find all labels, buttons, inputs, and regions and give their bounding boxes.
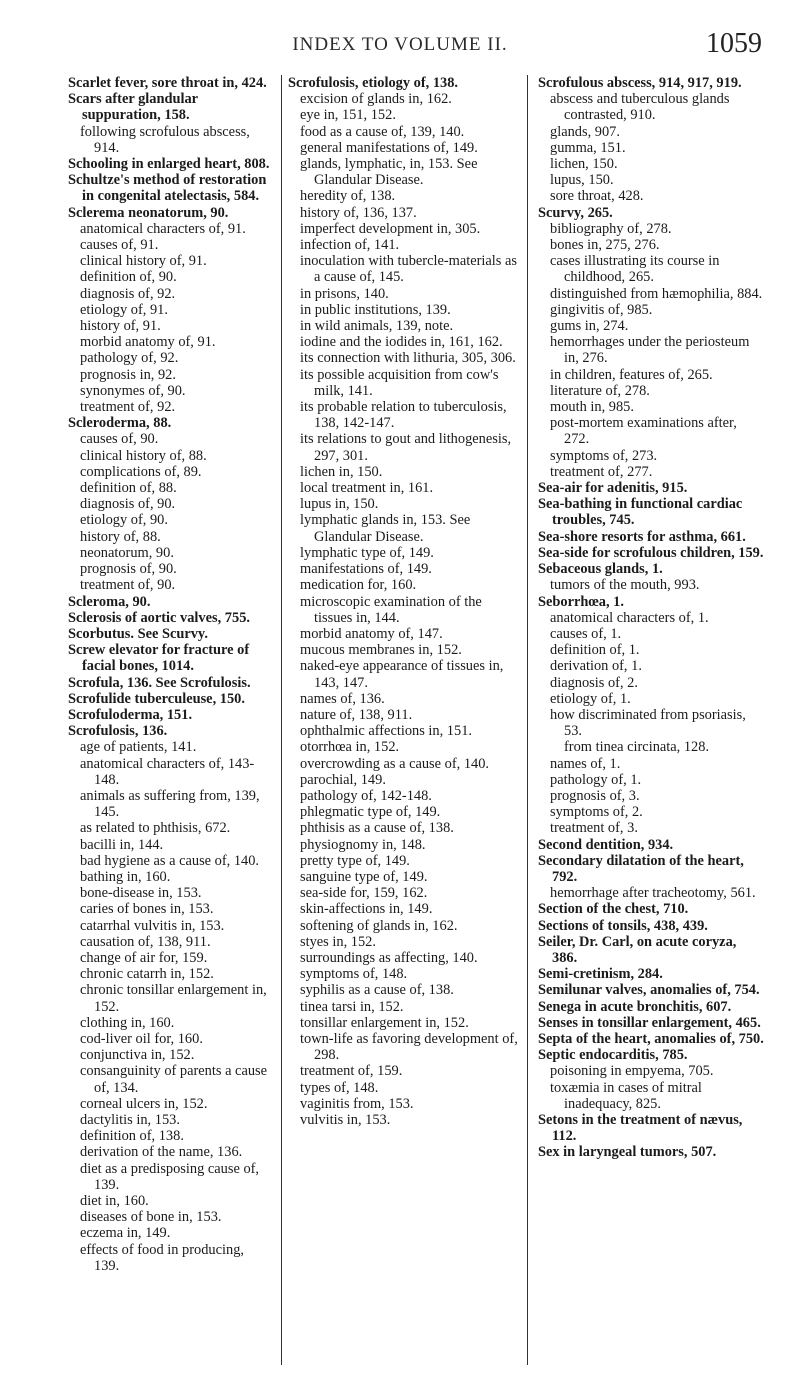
index-subentry: complications of, 89. <box>80 463 202 480</box>
index-heading: Scorbutus. See Scurvy. <box>68 625 208 642</box>
index-subentry: history of, 88. <box>80 528 161 545</box>
index-subentry: literature of, 278. <box>550 382 650 399</box>
index-subentry: its relations to gout and lithogenesis, 297, 301. <box>300 431 512 464</box>
index-subentry: how discriminated from psoriasis, 53. <box>550 706 746 740</box>
index-subentry: chronic catarrh in, 152. <box>80 966 214 983</box>
index-subentry: pathology of, 142-148. <box>300 787 432 804</box>
index-subentry: treatment of, 3. <box>550 820 638 837</box>
index-subentry: lichen, 150. <box>550 156 618 173</box>
index-subentry: definition of, 138. <box>80 1128 184 1145</box>
index-subentry: etiology of, 1. <box>550 690 631 707</box>
index-heading: Schultze's method of restoration in congenital atelectasis, 584. <box>68 172 267 205</box>
index-subentry: otorrhœa in, 152. <box>300 739 400 756</box>
index-subentry: bibliography of, 278. <box>550 220 672 237</box>
index-subentry: toxæmia in cases of mitral inadequacy, 825. <box>550 1079 702 1112</box>
index-subentry: distinguished from hæmophilia, 884. <box>550 285 763 302</box>
index-heading: Semi-cretinism, 284. <box>538 966 663 983</box>
index-subentry: lupus in, 150. <box>300 496 379 513</box>
running-title: INDEX TO VOLUME II. <box>292 34 508 55</box>
column-divider <box>281 75 282 1365</box>
index-subentry: symptoms of, 273. <box>550 447 658 464</box>
index-subentry: sore throat, 428. <box>550 188 644 205</box>
index-heading: Scurvy, 265. <box>538 204 613 221</box>
index-subentry: styes in, 152. <box>300 933 376 950</box>
index-subentry: diet in, 160. <box>80 1193 149 1210</box>
index-subentry: surroundings as affecting, 140. <box>300 949 478 966</box>
index-subentry: medication for, 160. <box>300 577 417 594</box>
index-subentry: local treatment in, 161. <box>300 480 434 497</box>
index-subentry: symptoms of, 2. <box>550 804 643 821</box>
index-subentry: diseases of bone in, 153. <box>80 1209 222 1226</box>
index-subentry: morbid anatomy of, 147. <box>300 625 443 642</box>
index-subentry: as related to phthisis, 672. <box>80 820 231 837</box>
index-subentry: derivation of the name, 136. <box>80 1144 243 1161</box>
index-heading: Seborrhœa, 1. <box>538 593 624 610</box>
index-heading: Semilunar valves, anomalies of, 754. <box>538 982 760 999</box>
index-subentry: manifestations of, 149. <box>300 561 432 578</box>
index-subentry: prognosis of, 90. <box>80 561 177 578</box>
index-subentry: clinical history of, 91. <box>80 253 207 270</box>
index-subentry: pathology of, 1. <box>550 771 642 788</box>
index-subentry: treatment of, 92. <box>80 399 176 416</box>
index-subentry: diagnosis of, 92. <box>80 285 176 302</box>
index-subentry: its connection with lithuria, 305, 306. <box>300 350 516 367</box>
index-subentry: parochial, 149. <box>300 771 386 788</box>
index-subentry: food as a cause of, 139, 140. <box>300 123 465 140</box>
index-subentry: animals as suffering from, 139, 145. <box>80 787 260 821</box>
index-subentry: treatment of, 277. <box>550 463 653 480</box>
index-subentry: cod-liver oil for, 160. <box>80 1030 203 1047</box>
index-subentry: prognosis of, 3. <box>550 787 640 804</box>
index-heading: Scleroderma, 88. <box>68 415 172 432</box>
index-column-1 <box>68 75 272 1365</box>
index-subentry: definition of, 1. <box>550 642 640 659</box>
index-heading: Septic endocarditis, 785. <box>538 1047 688 1064</box>
index-subentry: lupus, 150. <box>550 172 614 189</box>
index-subentry: types of, 148. <box>300 1079 379 1096</box>
index-subentry: general manifestations of, 149. <box>300 139 478 156</box>
index-subentry: poisoning in empyema, 705. <box>550 1063 714 1080</box>
index-subentry: hemorrhages under the periosteum in, 276. <box>550 334 750 367</box>
index-heading: Section of the chest, 710. <box>538 901 689 918</box>
index-subentry: derivation of, 1. <box>550 658 642 675</box>
index-subentry: skin-affections in, 149. <box>300 901 433 918</box>
index-heading: Sclerosis of aortic valves, 755. <box>68 609 250 626</box>
index-subentry: conjunctiva in, 152. <box>80 1047 195 1064</box>
index-subentry: nature of, 138, 911. <box>300 706 413 723</box>
index-heading: Scrofulide tuberculeuse, 150. <box>68 690 245 707</box>
index-subentry: physiognomy in, 148. <box>300 836 426 853</box>
index-subentry: causes of, 91. <box>80 237 159 254</box>
page-header <box>0 20 800 60</box>
index-subentry: softening of glands in, 162. <box>300 917 458 934</box>
index-subentry: anatomical characters of, 143-148. <box>80 755 255 788</box>
index-heading: Senses in tonsillar enlargement, 465. <box>538 1014 761 1031</box>
index-subentry: mouth in, 985. <box>550 399 634 416</box>
index-subentry: from tinea circinata, 128. <box>564 739 710 756</box>
index-subentry: history of, 91. <box>80 318 161 335</box>
index-subentry: dactylitis in, 153. <box>80 1112 180 1128</box>
index-subentry: causes of, 90. <box>80 431 159 448</box>
index-heading: Secondary dilatation of the heart, 792. <box>538 852 744 885</box>
index-heading: Sclerema neonatorum, 90. <box>68 204 229 221</box>
index-subentry: lymphatic glands in, 153. See Glandular Disease. <box>300 512 471 545</box>
index-subentry: synonymes of, 90. <box>80 382 186 399</box>
index-subentry: abscess and tuberculous glands contrasted, 910. <box>550 91 730 124</box>
index-subentry: anatomical characters of, 1. <box>550 609 709 626</box>
index-subentry: treatment of, 159. <box>300 1063 403 1080</box>
index-subentry: symptoms of, 148. <box>300 966 408 983</box>
index-subentry: tonsillar enlargement in, 152. <box>300 1014 469 1031</box>
index-subentry: its probable relation to tuberculosis, 138, 142-147. <box>300 399 507 432</box>
index-heading: Schooling in enlarged heart, 808. <box>68 156 270 173</box>
index-heading: Setons in the treatment of nævus, 112. <box>538 1112 743 1145</box>
index-subentry: vulvitis in, 153. <box>300 1112 391 1128</box>
index-subentry: prognosis in, 92. <box>80 366 176 383</box>
index-subentry: heredity of, 138. <box>300 188 396 205</box>
index-subentry: names of, 136. <box>300 690 385 707</box>
index-subentry: mucous membranes in, 152. <box>300 642 462 659</box>
index-subentry: gingivitis of, 985. <box>550 301 653 318</box>
index-subentry: syphilis as a cause of, 138. <box>300 982 454 999</box>
index-subentry: bacilli in, 144. <box>80 836 164 853</box>
index-subentry: pathology of, 92. <box>80 350 179 367</box>
index-subentry: change of air for, 159. <box>80 949 208 966</box>
index-subentry: in prisons, 140. <box>300 285 389 302</box>
index-subentry: phthisis as a cause of, 138. <box>300 820 454 837</box>
index-subentry: imperfect development in, 305. <box>300 220 481 237</box>
index-subentry: cases illustrating its course in childhood, 265. <box>550 253 720 286</box>
index-subentry: infection of, 141. <box>300 237 400 254</box>
index-subentry: microscopic examination of the tissues in, 144. <box>300 593 482 626</box>
index-heading: Sex in laryngeal tumors, 507. <box>538 1144 717 1161</box>
index-subentry: etiology of, 91. <box>80 301 168 318</box>
index-subentry: etiology of, 90. <box>80 512 168 529</box>
index-subentry: iodine and the iodides in, 161, 162. <box>300 334 503 351</box>
index-subentry: naked-eye appearance of tissues in, 143, 147. <box>300 658 504 691</box>
index-heading: Sebaceous glands, 1. <box>538 561 663 578</box>
index-subentry: bone-disease in, 153. <box>80 885 202 902</box>
index-subentry: causes of, 1. <box>550 625 622 642</box>
index-heading: Sea-air for adenitis, 915. <box>538 480 688 497</box>
index-column-2 <box>288 75 522 1365</box>
index-heading: Seiler, Dr. Carl, on acute coryza, 386. <box>538 933 737 966</box>
index-subentry: chronic tonsillar enlargement in, 152. <box>80 982 267 1015</box>
index-subentry: catarrhal vulvitis in, 153. <box>80 917 225 934</box>
index-subentry: causation of, 138, 911. <box>80 933 211 950</box>
index-subentry: definition of, 90. <box>80 269 177 286</box>
index-subentry: excision of glands in, 162. <box>300 91 452 108</box>
index-heading: Scrofula, 136. See Scrofulosis. <box>68 674 251 691</box>
index-subentry: glands, 907. <box>550 123 620 140</box>
index-subentry: bathing in, 160. <box>80 868 171 885</box>
index-subentry: in children, features of, 265. <box>550 366 713 383</box>
index-subentry: eczema in, 149. <box>80 1225 171 1242</box>
index-heading: Sea-side for scrofulous children, 159. <box>538 544 764 561</box>
index-subentry: morbid anatomy of, 91. <box>80 334 216 351</box>
index-subentry: neonatorum, 90. <box>80 544 174 561</box>
column-divider <box>527 75 528 1365</box>
index-subentry: corneal ulcers in, 152. <box>80 1095 208 1112</box>
index-heading: Second dentition, 934. <box>538 836 674 853</box>
index-subentry: hemorrhage after tracheotomy, 561. <box>550 885 756 902</box>
index-subentry: town-life as favoring development of, 298. <box>300 1030 518 1064</box>
page-number: 1059 <box>706 28 762 59</box>
index-heading: Scrofulosis, 136. <box>68 723 168 740</box>
index-subentry: post-mortem examinations after, 272. <box>550 415 737 448</box>
index-subentry: eye in, 151, 152. <box>300 107 396 124</box>
index-subentry: bones in, 275, 276. <box>550 237 660 254</box>
index-heading: Screw elevator for fracture of facial bones, 1014. <box>68 642 250 675</box>
index-subentry: following scrofulous abscess, 914. <box>80 123 250 156</box>
index-subentry: consanguinity of parents a cause of, 134. <box>80 1063 268 1096</box>
index-subentry: sea-side for, 159, 162. <box>300 885 428 902</box>
index-subentry: caries of bones in, 153. <box>80 901 214 918</box>
index-heading: Septa of the heart, anomalies of, 750. <box>538 1030 764 1047</box>
index-subentry: glands, lymphatic, in, 153. See Glandular Disease. <box>300 156 478 189</box>
index-subentry: sanguine type of, 149. <box>300 868 428 885</box>
index-heading: Sections of tonsils, 438, 439. <box>538 917 708 934</box>
index-subentry: its possible acquisition from cow's milk, 141. <box>300 366 499 399</box>
index-heading: Sea-bathing in functional cardiac troubles, 745. <box>538 496 743 529</box>
index-heading: Senega in acute bronchitis, 607. <box>538 998 732 1015</box>
index-subentry: phlegmatic type of, 149. <box>300 804 441 821</box>
index-subentry: vaginitis from, 153. <box>300 1095 414 1112</box>
index-subentry: pretty type of, 149. <box>300 852 410 869</box>
index-subentry: lymphatic type of, 149. <box>300 544 434 561</box>
index-subentry: bad hygiene as a cause of, 140. <box>80 852 260 869</box>
index-heading: Scarlet fever, sore throat in, 424. <box>68 75 267 91</box>
index-subentry: treatment of, 90. <box>80 577 176 594</box>
index-subentry: tumors of the mouth, 993. <box>550 577 700 594</box>
index-subentry: in public institutions, 139. <box>300 301 451 318</box>
index-subentry: in wild animals, 139, note. <box>300 318 454 335</box>
index-subentry: gumma, 151. <box>550 139 626 156</box>
index-subentry: diagnosis of, 2. <box>550 674 638 691</box>
index-heading: Scrofulous abscess, 914, 917, 919. <box>538 75 742 91</box>
index-subentry: clothing in, 160. <box>80 1014 175 1031</box>
index-subentry: diet as a predisposing cause of, 139. <box>80 1160 260 1193</box>
index-heading: Scars after glandular suppuration, 158. <box>68 91 198 124</box>
index-subentry: gums in, 274. <box>550 318 629 335</box>
index-column-3 <box>538 75 764 1365</box>
index-subentry: overcrowding as a cause of, 140. <box>300 755 490 772</box>
index-heading: Scleroma, 90. <box>68 593 151 610</box>
index-subentry: diagnosis of, 90. <box>80 496 176 513</box>
index-heading: Scrofuloderma, 151. <box>68 706 193 723</box>
index-subentry: effects of food in producing, 139. <box>80 1241 244 1274</box>
index-subentry: tinea tarsi in, 152. <box>300 998 404 1015</box>
index-heading: Scrofulosis, etiology of, 138. <box>288 75 459 91</box>
index-subentry: clinical history of, 88. <box>80 447 207 464</box>
index-subentry: definition of, 88. <box>80 480 177 497</box>
index-subentry: lichen in, 150. <box>300 463 383 480</box>
index-subentry: names of, 1. <box>550 755 621 772</box>
index-subentry: age of patients, 141. <box>80 739 197 756</box>
index-subentry: ophthalmic affections in, 151. <box>300 723 472 740</box>
index-subentry: anatomical characters of, 91. <box>80 220 246 237</box>
index-subentry: history of, 136, 137. <box>300 204 417 221</box>
index-subentry: inoculation with tubercle-materials as a cause of, 145. <box>300 253 517 286</box>
index-heading: Sea-shore resorts for asthma, 661. <box>538 528 746 545</box>
